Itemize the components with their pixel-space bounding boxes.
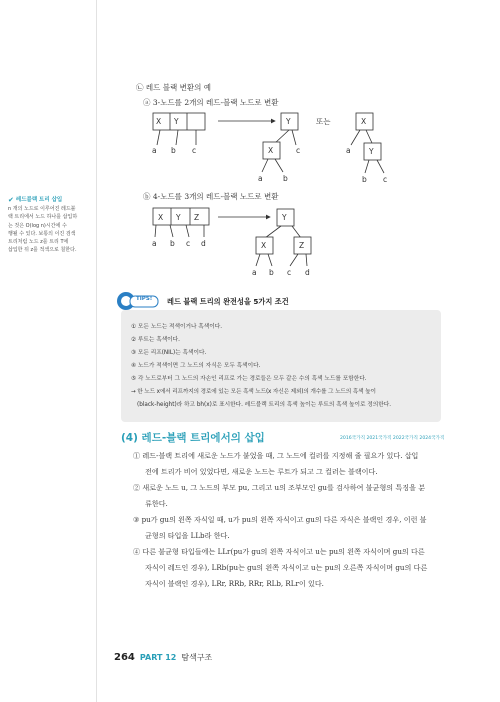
subject-label: 탐색구조 <box>181 653 213 662</box>
tips-line: → 한 노드 x에서 리프까지의 경로에 있는 모든 흑색 노드(x 자신은 제외)의 개수를 그 노드의 흑색 높이 <box>131 389 376 395</box>
body-line: 류한다. <box>145 499 168 508</box>
key-label: X <box>261 241 267 250</box>
example-sub1: ⓐ 3-노드를 2개의 레드-블랙 노드로 변환 <box>143 98 279 107</box>
key-label: Y <box>176 213 181 222</box>
sidebar-note-line: n 개의 노드로 이루어진 레드블 <box>8 206 76 213</box>
key-label: X <box>158 213 164 222</box>
body-line: ② 새로운 노드 u, 그 노드의 부모 pu, 그리고 u의 조부모인 gu를 검사하여 불균형의 특징을 분 <box>133 483 426 492</box>
sidebar-note-line: 는 것은 O(log n)시간에 수 <box>8 222 67 229</box>
tips-line: (black-height)라 하고 bh(x)로 표시한다. 레드블랙 트리의 흑색 높이는 루트의 흑색 높이로 정의한다. <box>137 402 392 408</box>
circled-b-icon: ⓑ <box>143 192 151 201</box>
page-number: 264 <box>114 652 135 663</box>
body-line: ① 레드-블랙 트리에 새로운 노드가 붙었을 때, 그 노드에 컬러를 지정해 줄 필요가 있다. 삽입 <box>133 451 419 460</box>
leaf-label: b <box>171 146 176 155</box>
body-line: ④ 다른 불균형 타입들에는 LLr(pu가 gu의 왼쪽 자식이고 u는 pu의 왼쪽 자식이며 gu의 다른 <box>133 547 425 556</box>
key-label: Z <box>194 213 200 222</box>
key-label: Y <box>282 213 287 222</box>
leaf-label: a <box>152 146 157 155</box>
leaf-label: b <box>283 174 288 183</box>
leaf-label: c <box>287 268 292 277</box>
body-line: ③ pu가 gu의 왼쪽 자식일 때, u가 pu의 왼쪽 자식이고 gu의 다른 자식은 블랙인 경우, 이런 불 <box>133 515 427 524</box>
example-sub2: ⓑ 4-노드를 3개의 레드-블랙 노드로 변환 <box>143 192 279 201</box>
key-label: X <box>361 117 367 126</box>
leaf-label: c <box>296 146 301 155</box>
leaf-label: d <box>201 239 206 248</box>
section-title: (4) 레드-블랙 트리에서의 삽입 <box>121 432 265 444</box>
key-label: X <box>268 146 274 155</box>
key-label: Y <box>369 147 374 156</box>
example-heading: ㉡ 레드 블랙 변환의 예 <box>136 83 212 92</box>
tips-line: ⑤ 각 노드로부터 그 노드의 자손인 리프로 가는 경로들은 모두 같은 수의 흑색 노드를 포함한다. <box>131 376 367 382</box>
leaf-label: b <box>269 268 274 277</box>
tips-title: 레드 블랙 트리의 완전성을 5가지 조건 <box>167 297 289 306</box>
key-label: Y <box>174 117 179 126</box>
tips-badge <box>116 291 160 311</box>
body-line: 자식이 블랙인 경우), LRr, RRb, RRr, RLb, RLr이 있다. <box>145 579 324 588</box>
check-icon: ✔ <box>8 196 14 204</box>
sidebar-note-title: ✔ 레드블랙 트리 삽입 <box>8 196 63 204</box>
tips-line: ④ 노드가 적색이면 그 노드의 자식은 모두 흑색이다. <box>131 363 261 369</box>
sidebar-note-line: 랙 트리에서 노드 하나를 삽입하 <box>8 214 78 221</box>
tips-badge-label: TIPS! <box>136 296 153 302</box>
leaf-label: a <box>346 146 351 155</box>
or-label: 또는 <box>316 117 331 126</box>
leaf-label: c <box>186 239 191 248</box>
body-line: 전에 트리가 비어 있었다면, 새로운 노드는 루트가 되고 그 컬러는 블랙이다. <box>145 467 378 476</box>
key-label: X <box>156 117 162 126</box>
page-footer <box>114 652 212 663</box>
key-label: Y <box>286 117 291 126</box>
leaf-label: a <box>252 268 257 277</box>
key-label: Z <box>299 241 305 250</box>
leaf-label: a <box>258 174 263 183</box>
diagram-3-node <box>153 113 384 173</box>
part-label: PART 12 <box>139 653 177 662</box>
circled-a-icon: ⓐ <box>143 98 151 107</box>
leaf-label: b <box>362 175 367 184</box>
tips-line: ③ 모든 리프(NIL)는 흑색이다. <box>131 350 207 356</box>
leaf-label: a <box>152 239 157 248</box>
leaf-label: c <box>192 146 197 155</box>
sidebar-note-line: 행될 수 있다. 보통의 이진 검색 <box>8 230 76 237</box>
tips-line: ② 루트는 흑색이다. <box>131 337 180 343</box>
body-line: 균형의 타입을 LLb라 한다. <box>145 531 230 540</box>
leaf-label: c <box>383 175 388 184</box>
body-line: 자식이 레드인 경우), LRb(pu는 gu의 왼쪽 자식이고 u는 pu의 오른쪽 자식이며 gu의 다른 <box>145 563 428 572</box>
sidebar-note-line: 트리처럼 노드 z를 트리 T에 <box>8 239 69 246</box>
leaf-label: b <box>170 239 175 248</box>
sidebar-note-line: 삽입한 뒤 z를 적색으로 칠한다. <box>8 247 77 254</box>
leaf-label: d <box>305 268 310 277</box>
bullet-icon: ㉡ <box>136 83 144 92</box>
tips-line: ① 모든 노드는 적색이거나 흑색이다. <box>131 324 223 330</box>
section-exam-tags: 2016국가직 2021국가직 2022국가직 2024국가직 <box>340 436 445 441</box>
